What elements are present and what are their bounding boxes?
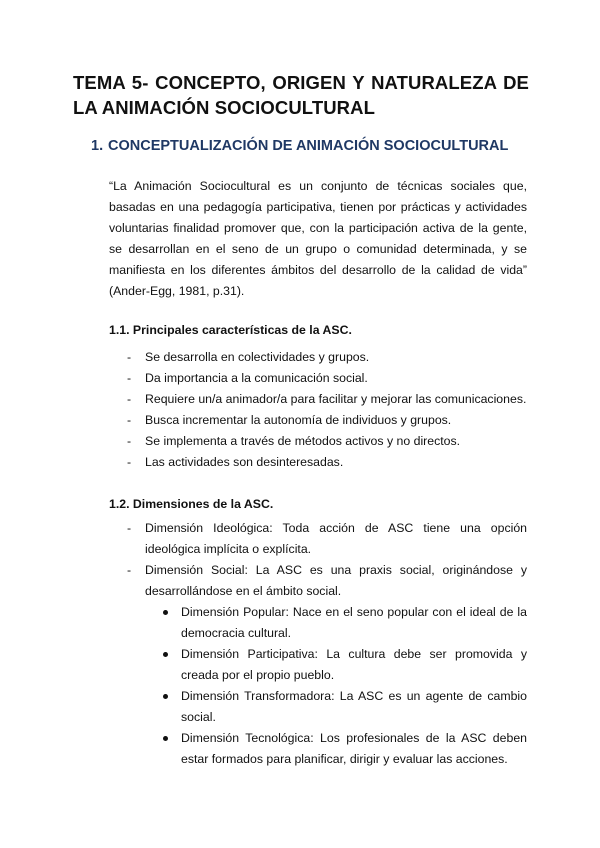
list-item: - Da importancia a la comunicación social. (109, 368, 527, 389)
list-item (109, 560, 527, 770)
dimensions-list (109, 518, 527, 770)
list-item: - Busca incrementar la autonomía de individuos y grupos. (109, 410, 527, 431)
bullet-dot-icon (163, 694, 168, 699)
section-heading-text: CONCEPTUALIZACIÓN DE ANIMACIÓN SOCIOCULTURAL (108, 138, 509, 154)
list-item (109, 518, 527, 560)
list-item: Dimensión Transformadora: La ASC es un agente de cambio social. (145, 686, 527, 728)
dash-marker: - (127, 521, 132, 535)
dash-marker: - (127, 350, 132, 364)
document-title: TEMA 5- CONCEPTO, ORIGEN Y NATURALEZA DE LA ANIMACIÓN SOCIOCULTURAL (73, 72, 529, 118)
social-subdimensions-list (145, 602, 527, 770)
dimension-social: Dimensión Social: La ASC es una praxis social, originándose y desarrollándose en el ámbito social. (145, 563, 527, 598)
dash-marker: - (127, 455, 132, 469)
section-number: 1. (91, 138, 104, 154)
definition-quote: “La Animación Sociocultural es un conjunto de técnicas sociales que, basadas en una pedagogía participativa, tienen por prácticas y actividades voluntarias finalidad promover que, con la participación activa de la gente, se desarrollan en el seno de un grupo o comunidad determinada, y se manifiesta en los diferentes ámbitos del desarrollo de la calidad de vida” (Ander-Egg, 1981, p.31). (109, 179, 527, 298)
dash-marker: - (127, 434, 132, 448)
dimensions-heading: 1.2. Dimensiones de la ASC. (109, 497, 274, 511)
characteristics-heading: 1.1. Principales características de la ASC. (109, 323, 352, 337)
bullet-dot-icon (163, 652, 168, 657)
dash-marker: - (127, 563, 132, 577)
characteristics-list (109, 347, 527, 473)
list-item: Dimensión Tecnológica: Los profesionales de la ASC deben estar formados para planificar, dirigir y evaluar las acciones. (145, 728, 527, 770)
list-item: - Las actividades son desinteresadas. (109, 452, 527, 473)
dash-marker: - (127, 392, 132, 406)
dash-marker: - (127, 371, 132, 385)
bullet-dot-icon (163, 610, 168, 615)
list-item: - Requiere un/a animador/a para facilitar y mejorar las comunicaciones. (109, 389, 527, 410)
list-item: - Se implementa a través de métodos activos y no directos. (109, 431, 527, 452)
dimension-ideological: Dimensión Ideológica: Toda acción de ASC tiene una opción ideológica implícita o explícita. (145, 521, 527, 556)
list-item: Dimensión Popular: Nace en el seno popular con el ideal de la democracia cultural. (145, 602, 527, 644)
list-item: Dimensión Participativa: La cultura debe ser promovida y creada por el propio pueblo. (145, 644, 527, 686)
bullet-dot-icon (163, 736, 168, 741)
section-heading (91, 137, 531, 155)
list-item: - Se desarrolla en colectividades y grupos. (109, 347, 527, 368)
dash-marker: - (127, 413, 132, 427)
